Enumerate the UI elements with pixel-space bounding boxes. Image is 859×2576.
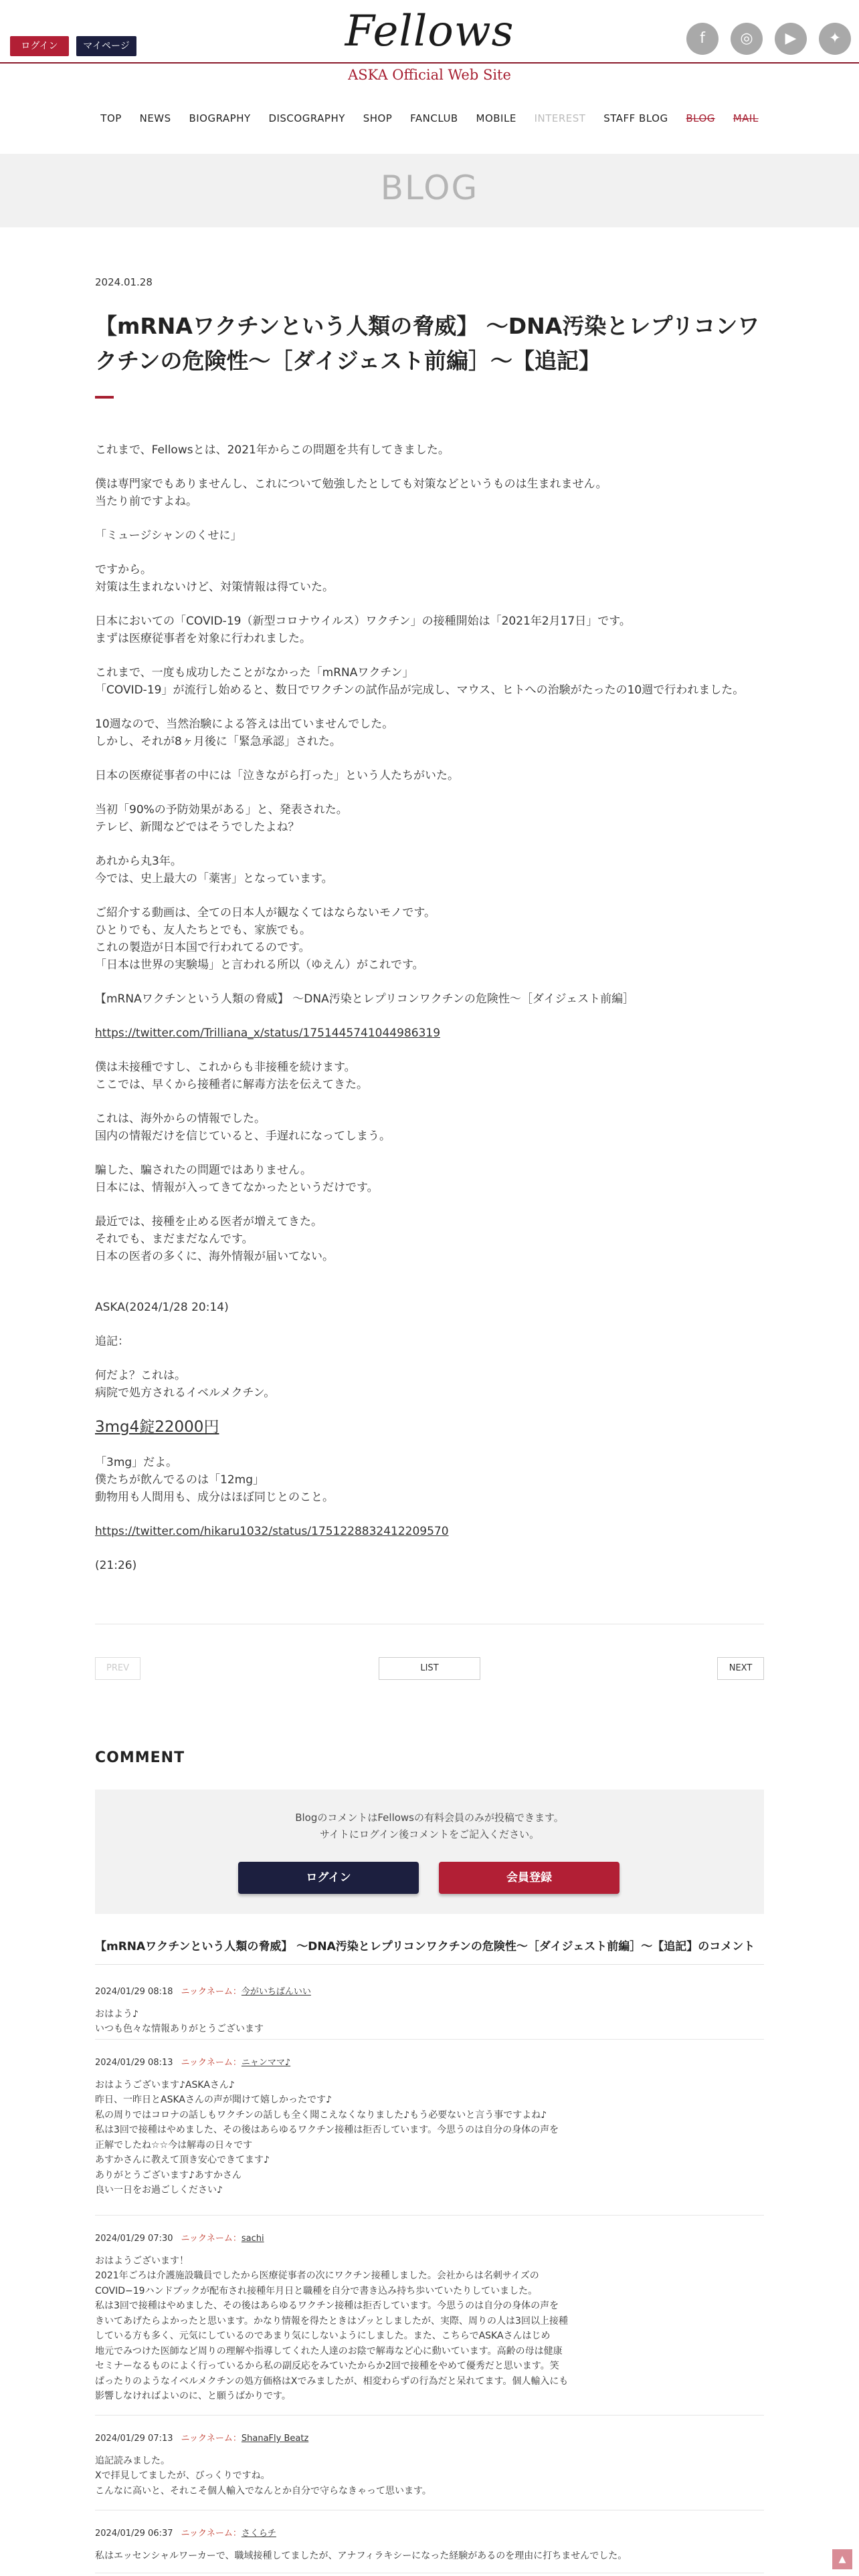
price-link[interactable]: 3mg4錠22000円 [95,1418,219,1436]
comment-line: 私の周りではコロナの話しもワクチンの話しも全く聞こえなくなりました♪もう必要ないと言う事ですよね♪ [95,2109,547,2121]
post-line: まずは医療従事者を対象に行われました。 [95,632,311,645]
list-button[interactable]: LIST [379,1657,480,1680]
post-line: 今では、史上最大の「薬害」となっています。 [95,872,333,885]
post-paragraph [95,853,764,887]
comment-time: 2024/01/29 07:30 [95,2234,173,2244]
comment-line: いつも色々な情報ありがとうございます [95,2024,264,2034]
comment-text [95,2254,764,2404]
comment-time: 2024/01/29 08:18 [95,1987,173,1997]
comment-line: 影響しなければよいのに、と願うばかりです。 [95,2391,291,2401]
comment-header [95,2232,764,2247]
comment-item [95,2056,764,2216]
nav-item-top[interactable]: TOP [100,112,122,124]
post-line: 日本においての「COVID-19（新型コロナウイルス）ワクチン」の接種開始は「2021年2月17日」です。 [95,615,631,628]
notice-line: BlogのコメントはFellowsの有料会員のみが投稿できます。 [295,1812,564,1824]
nickname-label: ニックネーム： [181,2529,242,2539]
comment-author[interactable]: ShanaFly Beatz [241,2434,309,2444]
comment-header [95,2056,764,2071]
post-date: 2024.01.28 [95,276,153,288]
register-button[interactable]: 会員登録 [439,1862,619,1894]
post-line: しかし、それが8ヶ月後に「緊急承認」された。 [95,735,341,748]
nav-item-blog[interactable]: BLOG [686,112,715,124]
nav-item-mail[interactable]: MAIL [733,112,759,124]
post-paragraph [95,613,764,647]
comment-line: 良い一日をお過ごしください♪ [95,2185,223,2195]
twitter-link-1[interactable]: https://twitter.com/Trilliana_x/status/1751445741044986319 [95,1027,441,1040]
comment-line: 私はエッセンシャルワーカーで、職域接種してましたが、アナフィラキシーになった経験があるのを理由に打ちませんでした。 [95,2550,628,2561]
comment-line: こんなに高いと、それこそ個人輸入でなんとか自分で守らなきゃって思います。 [95,2485,432,2496]
comment-heading: COMMENT [95,1749,185,1766]
logo-subtitle: ASKA Official Web Site [348,67,511,83]
post-paragraph [95,441,764,459]
post-paragraph [95,767,764,784]
comment-time: 2024/01/29 07:13 [95,2434,173,2444]
post-line: 最近では、接種を止める医者が増えてきた。 [95,1215,322,1228]
comment-line: Xで拝見してましたが、びっくりですね。 [95,2470,270,2481]
post-line: 「COVID-19」が流行し始めると、数日でワクチンの試作品が完成し、マウス、ヒトへの治験がたったの10週で行われました。 [95,683,745,697]
post-paragraph [95,1059,764,1093]
addendum-label: 追記： [95,1335,129,1348]
post-line: ここでは、早くから接種者に解毒方法を伝えてきた。 [95,1078,368,1091]
post-paragraph [95,904,764,974]
comment-line: セミナーなるものによく行っているから私の副反応をみていたからか2回で接種をやめて優秀だと思います。笑 [95,2361,559,2371]
nav-item-news[interactable]: NEWS [139,112,171,124]
comment-line: おはようございます！ [95,2255,189,2266]
comment-line: COVID−19ハンドブックが配布され接種年月日と職種を自分で書き込み持ち歩いていたりしていました。 [95,2285,538,2296]
comment-notice [95,1810,764,1843]
comment-line: 私は3回で接種はやめました、その後はあらゆるワクチン接種は拒否しています。今思うのは自分の身体の声を [95,2125,559,2135]
post-paragraph [95,664,764,699]
nickname-label: ニックネーム： [181,2234,242,2244]
twitter-icon[interactable]: ✦ [819,23,851,55]
comment-text [95,2549,764,2564]
comment-text [95,2078,764,2198]
nav-item-discography[interactable]: DISCOGRAPHY [268,112,345,124]
post-line: あれから丸3年。 [95,855,182,868]
page-title: BLOG [380,169,479,207]
addendum-line: 病院で処方されるイベルメクチン。 [95,1386,276,1400]
post-line: 僕は未接種ですし、これからも非接種を続けます。 [95,1061,356,1074]
comment-time: 2024/01/29 06:37 [95,2529,173,2539]
post-line: ですから。 [95,563,152,576]
comment-line: 昨日、一昨日とASKAさんの声が聞けて嬉しかったです♪ [95,2095,332,2105]
youtube-icon[interactable]: ▶ [775,23,807,55]
nickname-label: ニックネーム： [181,1987,242,1997]
comment-item [95,1985,764,2040]
nav-item-mobile[interactable]: MOBILE [476,112,516,124]
addendum-line: 僕たちが飲んでるのは「12mg」 [95,1473,264,1487]
post-paragraph [95,716,764,750]
comment-line: 2021年ごろは介護施設職員でしたから医療従事者の次にワクチン接種しました。会社からは名刺サイズの [95,2270,539,2281]
post-body [95,441,764,1591]
comment-item [95,2232,764,2416]
post-line: これの製造が日本国で行われてるのです。 [95,941,310,954]
post-line: 日本の医療従事者の中には「泣きながら打った」という人たちがいた。 [95,769,459,782]
next-button[interactable]: NEXT [717,1657,764,1680]
post-paragraph [95,990,764,1008]
comment-line: している方も多く、元気にしているのであまり気にしないようにしました。また、こちらでASKAさんはじめ [95,2331,551,2341]
comment-list-title: 【mRNAワクチンという人類の脅威】 〜DNA汚染とレプリコンワクチンの危険性〜［ダイジェスト前編］〜【追記】のコメント [95,1937,764,1965]
title-underline [95,396,114,399]
post-line: これまで、一度も成功したことがなかった「mRNAワクチン」 [95,666,414,679]
comment-login-button[interactable]: ログイン [238,1862,419,1894]
comment-line: おはようございます♪ASKAさん♪ [95,2079,235,2090]
comment-line: 地元でみつけた医師など周りの理解や指導してくれた人達のお陰で解毒など心に動いています。高齢の母は健康 [95,2345,563,2357]
post-paragraph [95,527,764,544]
comment-time: 2024/01/29 08:13 [95,2058,173,2068]
comment-text [95,2454,764,2499]
main-nav [0,112,859,124]
nav-item-fanclub[interactable]: FANCLUB [410,112,458,124]
comment-author[interactable]: ニャンママ♪ [241,2058,291,2068]
comment-item [95,2527,764,2573]
post-paragraph [95,475,764,510]
post-line: 当たり前ですよね。 [95,495,197,508]
comment-notice-box [95,1790,764,1914]
comment-header [95,2527,764,2542]
comment-line: 追記読みました。 [95,2455,170,2466]
post-line: テレビ、新聞などではそうでしたよね？ [95,821,300,834]
facebook-icon[interactable]: f [686,23,719,55]
comment-line: 私は3回で接種はやめました、その後はあらゆるワクチン接種は拒否しています。今思うのは自分の身体の声を [95,2300,559,2311]
post-paragraph [95,801,764,836]
post-line: 僕は専門家でもありませんし、これについて勉強したとしても対策などというものは生まれません。 [95,477,607,491]
post-line: 「ミュージシャンのくせに」 [95,529,242,542]
post-line: ひとりでも、友人たちとでも、家族でも。 [95,924,311,937]
instagram-icon[interactable]: ◎ [731,23,763,55]
arrow-up-icon: ▲ [838,2554,846,2565]
post-line: 「日本は世界の実験場」と言われる所以（ゆえん）がこれです。 [95,958,424,972]
post-paragraph [95,1213,764,1265]
post-paragraph [95,1110,764,1145]
comment-line: きいてあげたらよかったと思います。かなり情報を得たときはゾッとしましたが、実際、周りの人は3回以上接種 [95,2315,568,2327]
post-line: 当初「90%の予防効果がある」と、発表された。 [95,803,348,817]
nav-item-shop[interactable]: SHOP [363,112,393,124]
notice-line: サイトにログイン後コメントをご記入ください。 [319,1828,540,1840]
post-paragraph [95,1162,764,1196]
comment-author[interactable]: sachi [241,2234,264,2244]
comment-author[interactable]: 今がいちばんいい [241,1987,311,1997]
header-login-button[interactable]: ログイン [10,36,69,56]
post-line: 対策は生まれないけど、対策情報は得ていた。 [95,580,334,594]
nickname-label: ニックネーム： [181,2058,242,2068]
post-line: 国内の情報だけを信じていると、手遅れになってしまう。 [95,1130,391,1143]
addendum-line: 動物用も人間用も、成分はほぼ同じとのこと。 [95,1491,334,1504]
post-line: 10週なので、当然治験による答えは出ていませんでした。 [95,718,394,731]
post-line: それでも、まだまだなんです。 [95,1232,254,1246]
post-line: 騙した、騙されたの問題ではありません。 [95,1164,312,1177]
twitter-link-2[interactable]: https://twitter.com/hikaru1032/status/1751228832412209570 [95,1525,449,1538]
comment-line: ぱったりのようなイベルメクチンの処方価格はXでみましたが、相変わらずの行為だと呆れてます。個人輸入にも [95,2375,569,2387]
post-line: 日本には、情報が入ってきてなかったというだけです。 [95,1181,379,1194]
post-line: これは、海外からの情報でした。 [95,1112,266,1125]
post-title: 【mRNAワクチンという人類の脅威】 〜DNA汚染とレプリコンワクチンの危険性〜［ダイジェスト前編］〜【追記】 [95,313,760,374]
comment-line: ありがとうございます♪あすかさん [95,2169,242,2181]
post-line: ご紹介する動画は、全ての日本人が観なくてはならないモノです。 [95,906,436,920]
comment-line: おはよう♪ [95,2008,138,2020]
site-logo[interactable] [321,5,538,58]
nav-item-interest[interactable]: INTEREST [534,112,586,124]
comment-text [95,2007,764,2037]
logo-wordmark: Fellows [345,7,514,56]
post-line: これまで、Fellowsとは、2021年からこの問題を共有してきました。 [95,443,450,457]
comment-item [95,2432,764,2510]
post-paragraph [95,561,764,596]
post-line: 【mRNAワクチンという人類の脅威】 〜DNA汚染とレプリコンワクチンの危険性〜［ダイジェスト前編］ [95,992,635,1006]
comment-header [95,2432,764,2447]
addendum-line: 何だよ？これは。 [95,1369,186,1382]
nav-item-staff-blog[interactable]: STAFF BLOG [603,112,668,124]
nickname-label: ニックネーム： [181,2434,242,2444]
comment-header [95,1985,764,2000]
addendum-line: 「3mg」だよ。 [95,1456,178,1469]
comment-line: あすかさんに教えて頂き安心できてます♪ [95,2155,270,2165]
post-line: 日本の医者の多くに、海外情報が届いてない。 [95,1250,334,1263]
comment-author[interactable]: さくらチ [241,2529,276,2539]
post-signature: ASKA(2024/1/28 20:14) [95,1301,229,1314]
prev-button[interactable]: PREV [95,1657,140,1680]
top-bar [0,0,859,64]
nav-item-biography[interactable]: BIOGRAPHY [189,112,251,124]
comment-line: 正解でしたね☆☆今は解毒の日々です [95,2139,253,2151]
time-note: (21:26) [95,1559,137,1572]
header-mypage-button[interactable]: マイページ [76,36,136,56]
scroll-top-button[interactable] [832,2549,852,2569]
